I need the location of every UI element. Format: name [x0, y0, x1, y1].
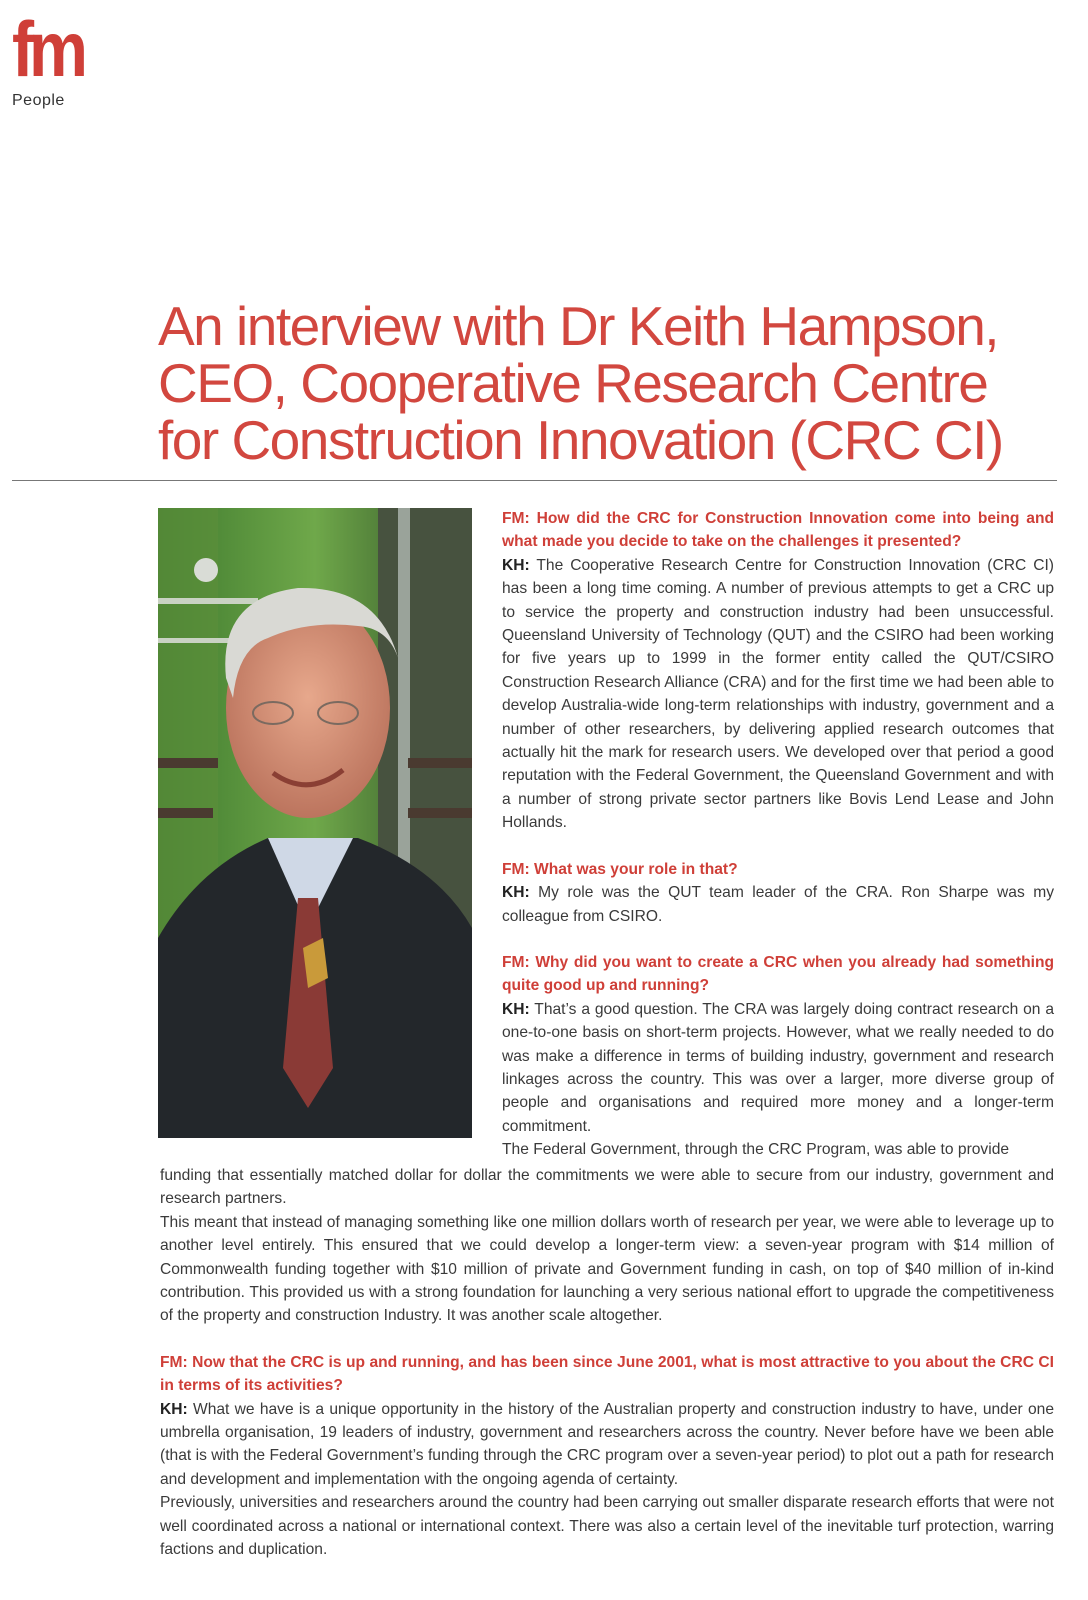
- answer-2: [502, 881, 1054, 928]
- fm-logo: [12, 5, 95, 110]
- section-label: People: [12, 92, 65, 109]
- question-2: FM: What was your role in that?: [502, 860, 738, 878]
- question-3: FM: Why did you want to create a CRC when you already had something quite good up and running?: [502, 953, 1054, 995]
- question-1: FM: How did the CRC for Construction Innovation come into being and what made you decide to take on the challenges it presented?: [502, 510, 1054, 551]
- logo-mark: fm: [12, 5, 83, 93]
- kh-label: KH:: [502, 1000, 530, 1018]
- portrait-photo: [158, 508, 472, 1138]
- answer-3-continued: The Federal Government, through the CRC Program, was able to provide: [502, 1141, 1010, 1159]
- article-headline: [158, 295, 1058, 471]
- portrait-illustration: [158, 508, 472, 1138]
- answer-3-text: That’s a good question. The CRA was largely doing contract research on a one-to-one basis on short-term projects. However, what we really needed to do was make a difference in terms of building industry, government and research linkages across the country. This was over a larger, more diverse group of people and organisations and required more money and a longer-term commitment.: [502, 1000, 1054, 1135]
- kh-label: KH:: [160, 1400, 188, 1418]
- interview-column: [502, 507, 1054, 1162]
- interview-full-width: [160, 1164, 1054, 1562]
- headline-line-2: CEO, Cooperative Research Centre: [158, 352, 988, 414]
- answer-4-paragraph-2: Previously, universities and researchers around the country had been carrying out smaller disparate research efforts that were not well coordinated across a national or international context. There was also a certain level of the inevitable turf protection, warring factions and duplication.: [160, 1494, 1054, 1559]
- answer-2-text: My role was the QUT team leader of the CRA. Ron Sharpe was my colleague from CSIRO.: [502, 884, 1054, 925]
- kh-label: KH:: [502, 556, 530, 574]
- kh-label: KH:: [502, 884, 530, 902]
- answer-1-text: The Cooperative Research Centre for Construction Innovation (CRC CI) has been a long time coming. A number of previous attempts to get a CRC up to service the property and construction industry had been unsuccessful. Queensland University of Technology (QUT) and the CSIRO had been working for five years up to 1999 in the former entity called the QUT/CSIRO Construction Research Alliance (CRA) and for the first time we had been able to develop Australia-wide long-term relationships with industry, government and a number of other researchers, by delivering applied research outcomes that actually hit the mark for research users. We developed over that period a good reputation with the Federal Government, the Queensland Government and with a number of strong private sector partners like Bovis Lend Lease and John Hollands.: [502, 556, 1054, 832]
- headline-line-1: An interview with Dr Keith Hampson,: [158, 295, 999, 357]
- answer-4-text: What we have is a unique opportunity in the history of the Australian property and construction industry to have, under one umbrella organisation, 19 leaders of industry, government and researchers across the country. Never before have we been able (that is with the Federal Government’s funding through the CRC program over a seven-year period) to plot out a path for research and development and implementation with the ongoing agenda of certainty.: [160, 1400, 1054, 1488]
- answer-3: [502, 998, 1054, 1138]
- answer-1: [502, 554, 1054, 835]
- answer-3-funding: funding that essentially matched dollar for dollar the commitments we were able to secure from our industry, government and research partners.: [160, 1167, 1054, 1208]
- answer-3-paragraph-2: This meant that instead of managing something like one million dollars worth of research per year, we were able to leverage up to another level entirely. This ensured that we could develop a longer-term view: a seven-year program with $14 million of Commonwealth funding together with $10 million of private and Government funding in cash, on top of $40 million of in-kind contribution. This provided us with a strong foundation for launching a very serious national effort to upgrade the competitiveness of the property and construction Industry. It was another scale altogether.: [160, 1213, 1054, 1325]
- headline-line-3: for Construction Innovation (CRC CI): [158, 409, 1003, 471]
- answer-4: [160, 1398, 1054, 1492]
- headline-divider: [12, 480, 1057, 481]
- question-4: FM: Now that the CRC is up and running, and has been since June 2001, what is most attractive to you about the CRC CI in terms of its activities?: [160, 1353, 1054, 1395]
